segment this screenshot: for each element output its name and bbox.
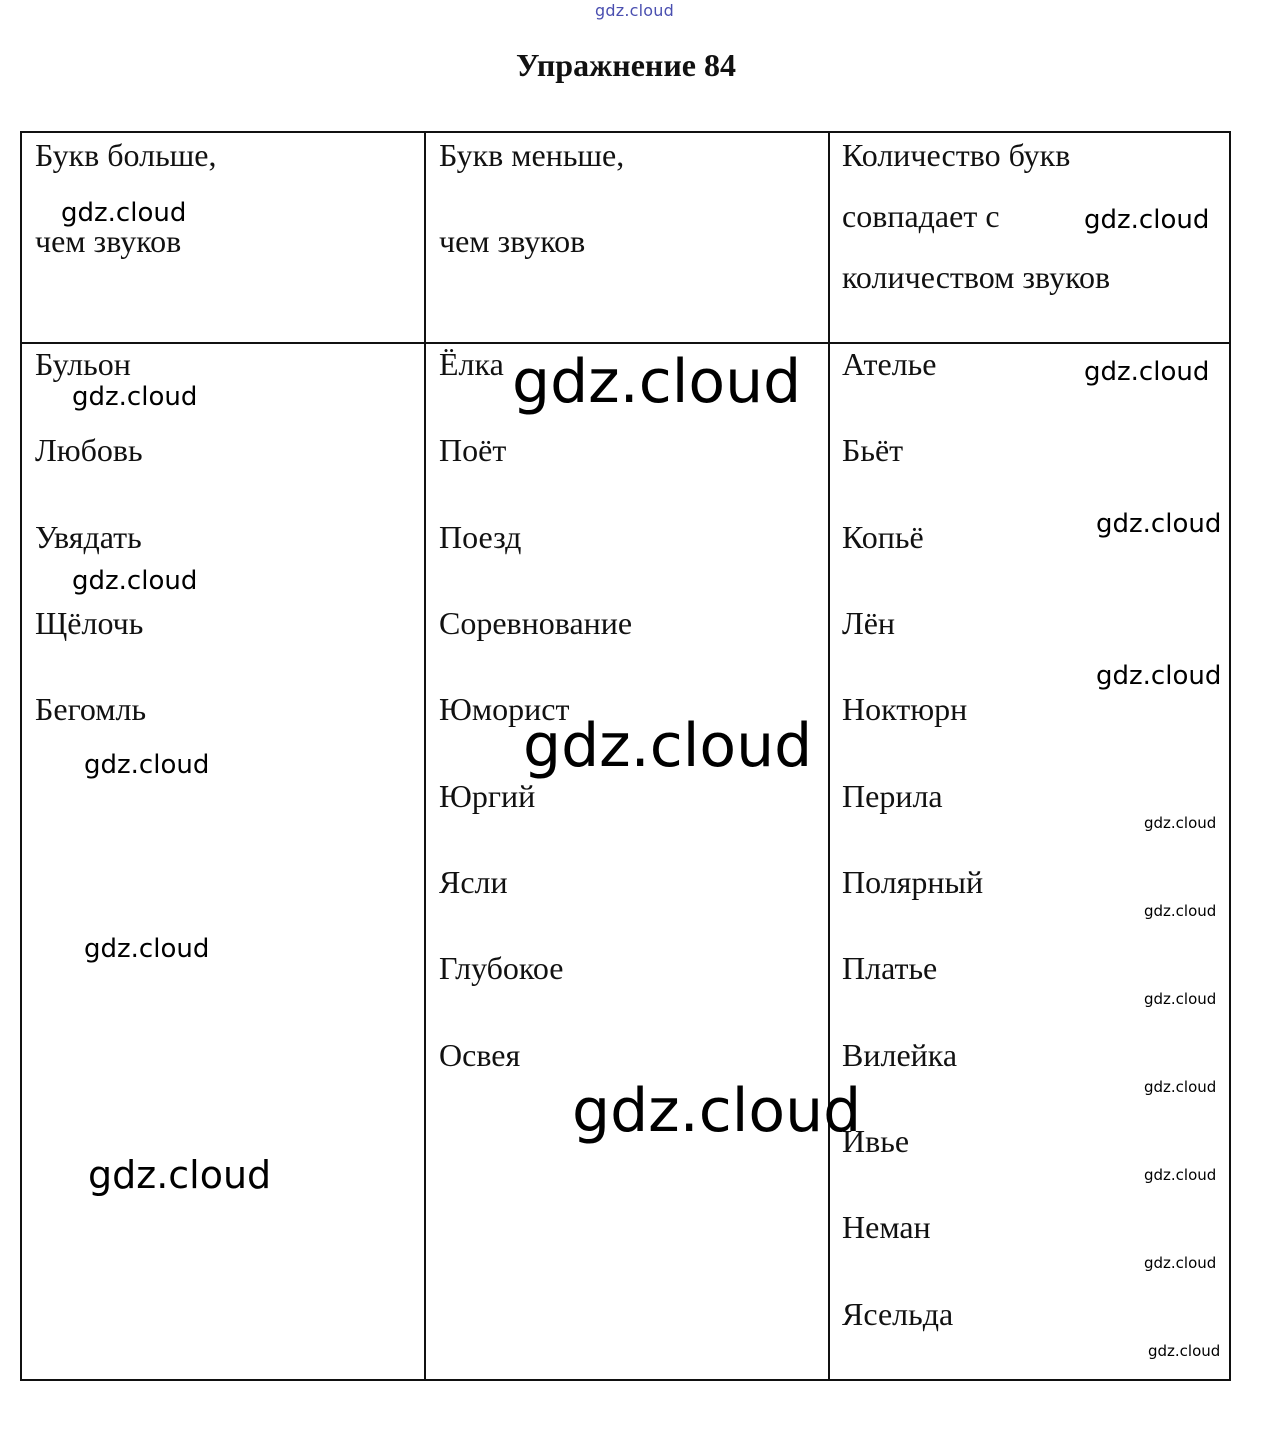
col2-word: Освея	[439, 1037, 521, 1073]
watermark: gdz.cloud	[84, 934, 210, 964]
header-divider	[22, 342, 1229, 344]
col2-word: Поезд	[439, 519, 522, 555]
col1-word: Любовь	[35, 432, 143, 468]
watermark: gdz.cloud	[523, 711, 813, 781]
watermark: gdz.cloud	[572, 1076, 862, 1146]
col1-word: Бегомль	[35, 691, 147, 727]
watermark: gdz.cloud	[1144, 1166, 1217, 1184]
col1-header-line1: Букв больше,	[35, 137, 217, 173]
watermark: gdz.cloud	[1144, 814, 1217, 832]
watermark: gdz.cloud	[512, 347, 802, 417]
col3-word: Ателье	[842, 346, 937, 382]
col2-word: Юморист	[439, 691, 570, 727]
watermark: gdz.cloud	[1084, 357, 1210, 387]
watermark: gdz.cloud	[61, 198, 187, 228]
col2-word: Соревнование	[439, 605, 633, 641]
col2-word: Поёт	[439, 432, 507, 468]
col3-word: Полярный	[842, 864, 984, 900]
watermark: gdz.cloud	[1096, 661, 1222, 691]
col3-header-line3: количеством звуков	[842, 259, 1111, 295]
col3-word: Неман	[842, 1209, 931, 1245]
watermark: gdz.cloud	[72, 566, 198, 596]
col3-word: Лён	[842, 605, 896, 641]
watermark: gdz.cloud	[1144, 902, 1217, 920]
col1-word: Щёлочь	[35, 605, 144, 641]
top-watermark: gdz.cloud	[595, 1, 674, 20]
col2-word: Глубокое	[439, 950, 564, 986]
col3-word: Ивье	[842, 1123, 910, 1159]
watermark: gdz.cloud	[1148, 1342, 1221, 1360]
watermark: gdz.cloud	[72, 382, 198, 412]
watermark: gdz.cloud	[1084, 205, 1210, 235]
column-divider-2	[828, 133, 830, 1379]
watermark: gdz.cloud	[1144, 990, 1217, 1008]
col2-header-line2: чем звуков	[439, 223, 586, 259]
page-title: Упражнение 84	[515, 47, 736, 83]
col2-header-line1: Букв меньше,	[439, 137, 625, 173]
col3-word: Вилейка	[842, 1037, 958, 1073]
col3-word: Копьё	[842, 519, 924, 555]
col3-word: Ноктюрн	[842, 691, 968, 727]
column-divider-1	[424, 133, 426, 1379]
watermark: gdz.cloud	[1144, 1078, 1217, 1096]
col2-word: Юргий	[439, 778, 536, 814]
watermark: gdz.cloud	[84, 750, 210, 780]
col1-word: Увядать	[35, 519, 142, 555]
col3-header-line2: совпадает с	[842, 198, 1000, 234]
col1-word: Бульон	[35, 346, 131, 382]
col1-header-line2: чем звуков	[35, 223, 182, 259]
col3-header-line1: Количество букв	[842, 137, 1071, 173]
watermark: gdz.cloud	[88, 1153, 272, 1197]
watermark: gdz.cloud	[1096, 509, 1222, 539]
watermark: gdz.cloud	[1144, 1254, 1217, 1272]
col3-word: Перила	[842, 778, 943, 814]
col3-word: Ясельда	[842, 1296, 954, 1332]
col2-word: Ёлка	[439, 346, 504, 382]
col3-word: Платье	[842, 950, 938, 986]
col3-word: Бьёт	[842, 432, 904, 468]
col2-word: Ясли	[439, 864, 508, 900]
